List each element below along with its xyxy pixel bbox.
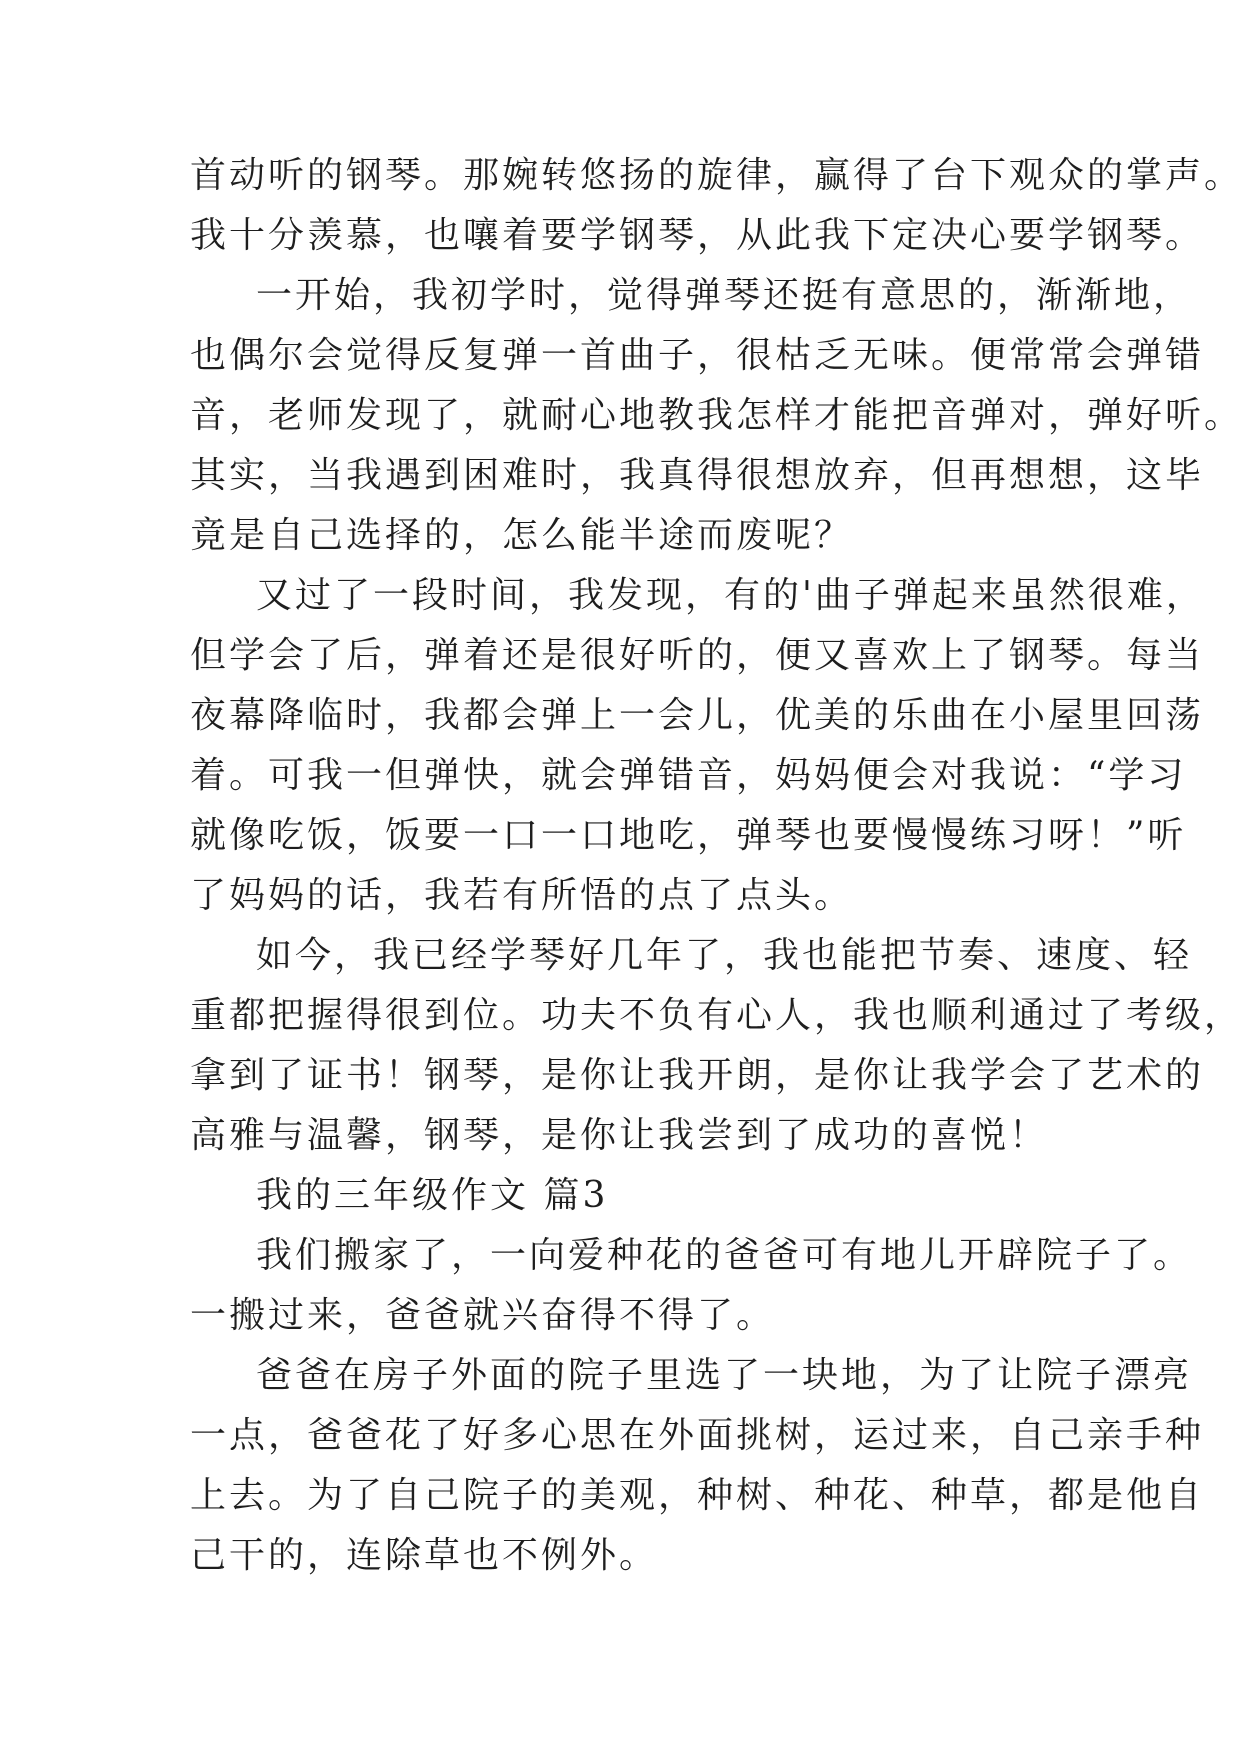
- text-line: 也偶尔会觉得反复弹一首曲子，很枯乏无味。便常常会弹错: [190, 335, 1205, 376]
- text-line: 一开始，我初学时，觉得弹琴还挺有意思的，渐渐地，: [256, 275, 1193, 316]
- text-line: 我的三年级作文 篇3: [256, 1175, 609, 1216]
- text-line: 着。可我一但弹快，就会弹错音，妈妈便会对我说：“学习: [190, 755, 1187, 796]
- text-line: 重都把握得很到位。功夫不负有心人，我也顺利通过了考级，: [190, 995, 1243, 1036]
- text-line: 爸爸在房子外面的院子里选了一块地，为了让院子漂亮: [256, 1355, 1193, 1396]
- text-line: 一搬过来，爸爸就兴奋得不得了。: [190, 1295, 776, 1336]
- text-line: 音，老师发现了，就耐心地教我怎样才能把音弹对，弹好听。: [190, 395, 1243, 436]
- text-line: 如今，我已经学琴好几年了，我也能把节奏、速度、轻: [256, 935, 1193, 976]
- text-line: 就像吃饭，饭要一口一口地吃，弹琴也要慢慢练习呀！”听: [190, 815, 1187, 856]
- text-line: 高雅与温馨，钢琴，是你让我尝到了成功的喜悦！: [190, 1115, 1049, 1156]
- text-line: 我们搬家了，一向爱种花的爸爸可有地儿开辟院子了。: [256, 1235, 1193, 1276]
- text-line: 上去。为了自己院子的美观，种树、种花、种草，都是他自: [190, 1475, 1205, 1516]
- text-line: 我十分羡慕，也嚷着要学钢琴，从此我下定决心要学钢琴。: [190, 215, 1205, 256]
- text-line: 夜幕降临时，我都会弹上一会儿，优美的乐曲在小屋里回荡: [190, 695, 1205, 736]
- text-line: 己干的，连除草也不例外。: [190, 1535, 659, 1576]
- text-line: 但学会了后，弹着还是很好听的，便又喜欢上了钢琴。每当: [190, 635, 1205, 676]
- text-line: 一点，爸爸花了好多心思在外面挑树，运过来，自己亲手种: [190, 1415, 1205, 1456]
- text-line: 竟是自己选择的，怎么能半途而废呢？: [190, 515, 854, 556]
- document-body: [190, 146, 1243, 1586]
- text-line: 又过了一段时间，我发现，有的'曲子弹起来虽然很难，: [256, 575, 1205, 616]
- text-line: 拿到了证书！钢琴，是你让我开朗，是你让我学会了艺术的: [190, 1055, 1205, 1096]
- text-line: 其实，当我遇到困难时，我真得很想放弃，但再想想，这毕: [190, 455, 1205, 496]
- text-line: 了妈妈的话，我若有所悟的点了点头。: [190, 875, 854, 916]
- text-line: 首动听的钢琴。那婉转悠扬的旋律，赢得了台下观众的掌声。: [190, 155, 1243, 196]
